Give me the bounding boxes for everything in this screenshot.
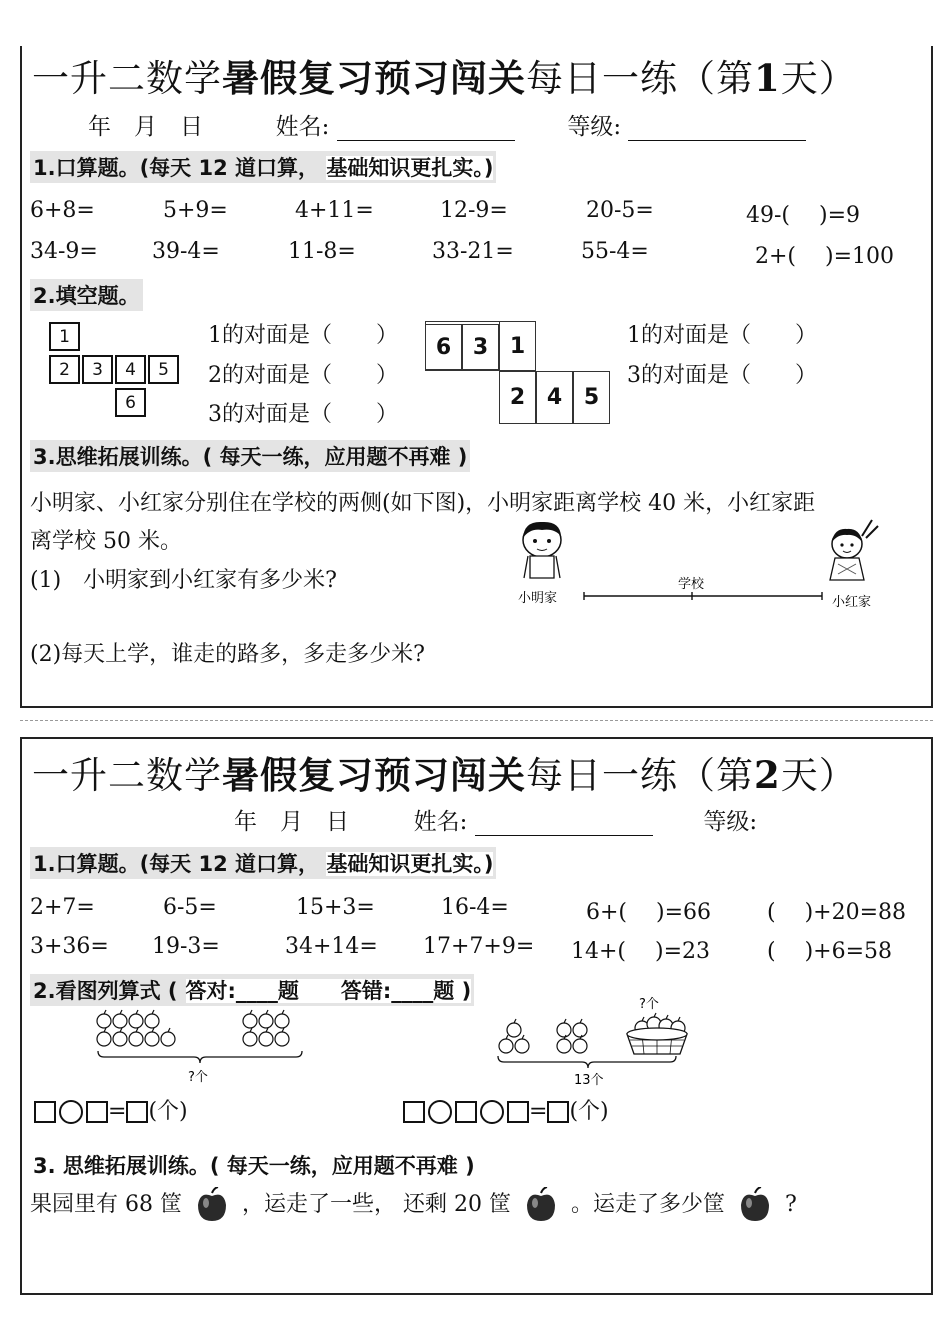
girl-illustration (830, 520, 878, 580)
apple-drawing (145, 1014, 159, 1028)
title-prefix: 一升二数学 (32, 57, 222, 100)
calc-item: 33-21= (432, 239, 514, 264)
cube-face: 5 (148, 355, 179, 384)
calc-item: 12-9= (440, 198, 508, 223)
apple-stem (522, 1035, 524, 1039)
fill-q-a3: 3的对面是（ ） (208, 402, 398, 427)
fill-q-b1: 1的对面是（ ） (627, 323, 817, 348)
date-label: 年 月 日 (234, 809, 349, 835)
unit-label: (个) (569, 1099, 609, 1124)
calc-item: 34+14= (285, 934, 378, 959)
apple-stem (666, 1015, 668, 1019)
day1-meta-row (88, 108, 806, 141)
apple-stem (136, 1028, 138, 1032)
apple-stem (580, 1019, 582, 1023)
calc-item: 4+11= (295, 198, 374, 223)
calc-item: 55-4= (581, 239, 649, 264)
grade-field[interactable] (628, 118, 806, 141)
day2-section1-title: 1.口算题。(每天 12 道口算， 基础知识更扎实。) (30, 847, 496, 879)
cube-face: 3 (82, 355, 113, 384)
boy-illustration (523, 522, 561, 578)
cube-face: 4 (115, 355, 146, 384)
calc-item: 15+3= (296, 895, 375, 920)
apple-stem (564, 1019, 566, 1023)
title-suffix: 每日一练（第 (526, 754, 754, 797)
day1-card (20, 46, 933, 708)
equation-b: = (个) (403, 1094, 609, 1125)
calc-item: 17+7+9= (423, 934, 535, 959)
apple-stem (250, 1028, 252, 1032)
apple-drawing (499, 1039, 513, 1053)
title-prefix: 一升二数学 (32, 754, 222, 797)
question-2: (2)每天上学，谁走的路多，多走多少米? (30, 642, 425, 667)
net-face: 1 (499, 321, 536, 371)
apple-stem (104, 1010, 106, 1014)
day1-section2-title: 2.填空题。 (30, 279, 143, 311)
apple-stem (678, 1017, 680, 1021)
apple-stem (506, 1035, 508, 1039)
day1-section3-title: 3.思维拓展训练。( 每天一练，应用题不再难 ) (30, 440, 470, 472)
apple-stem (642, 1017, 644, 1021)
apple-drawing (557, 1023, 571, 1037)
cube-face: 2 (49, 355, 80, 384)
calc-item: 11-8= (288, 239, 356, 264)
apple-stem (152, 1028, 154, 1032)
net-face: 4 (536, 371, 573, 424)
day-number: 1 (754, 56, 781, 100)
day2-section3-title: 3. 思维拓展训练。( 每天一练，应用题不再难 ) (30, 1149, 478, 1181)
apple-icon (524, 1187, 558, 1223)
map-label-xiaoming: 小明家 (518, 591, 558, 606)
answer-box[interactable] (455, 1101, 477, 1123)
title-end: 天） (780, 57, 857, 100)
apple-drawing (573, 1039, 587, 1053)
question-1: (1) 小明家到小红家有多少米? (30, 568, 337, 593)
apple-stem (514, 1019, 516, 1023)
net-face: 6 (425, 324, 462, 370)
grade-label: 等级: (703, 809, 758, 835)
apple-stem (136, 1010, 138, 1014)
title-suffix: 每日一练（第 (526, 57, 754, 100)
apple-drawing (259, 1032, 273, 1046)
unit-label: (个) (148, 1099, 188, 1124)
calc-item: 16-4= (441, 895, 509, 920)
apple-drawing (129, 1014, 143, 1028)
apple-stem (104, 1028, 106, 1032)
operator-circle[interactable] (480, 1100, 504, 1124)
title-bold: 暑假复习预习闯关 (222, 753, 526, 797)
basket-illustration (627, 1028, 687, 1054)
apple-drawing (113, 1014, 127, 1028)
calc-item: 19-3= (152, 934, 220, 959)
apple-drawing (243, 1014, 257, 1028)
apple-drawing (515, 1039, 529, 1053)
answer-box[interactable] (403, 1101, 425, 1123)
fill-q-b2: 3的对面是（ ） (627, 363, 817, 388)
cube-face: 1 (49, 322, 80, 351)
apple-drawing (557, 1039, 571, 1053)
apple-drawing (97, 1014, 111, 1028)
calc-item: 20-5= (586, 198, 654, 223)
fill-q-a1: 1的对面是（ ） (208, 323, 398, 348)
map-label-school: 学校 (678, 577, 705, 592)
date-label: 年 月 日 (88, 114, 203, 140)
cube-face: 6 (115, 388, 146, 417)
apple-drawing (145, 1032, 159, 1046)
answer-box[interactable] (126, 1101, 148, 1123)
apple-drawing (275, 1032, 289, 1046)
apple-stem (266, 1028, 268, 1032)
net-face: 3 (462, 324, 499, 370)
apple-stem (282, 1028, 284, 1032)
apple-stem (654, 1013, 656, 1017)
apple-drawing (259, 1014, 273, 1028)
apple-drawing (243, 1032, 257, 1046)
grade-label: 等级: (567, 114, 622, 140)
apple-drawing (113, 1032, 127, 1046)
apple-stem (168, 1028, 170, 1032)
fig-b-label: 13个 (574, 1073, 604, 1088)
answer-box[interactable] (34, 1101, 56, 1123)
apple-icon (738, 1187, 772, 1223)
calc-item: 2+7= (30, 895, 95, 920)
fig-a-label: ?个 (188, 1070, 208, 1085)
apple-icon (195, 1187, 229, 1223)
fig-b-top-label: ?个 (639, 997, 659, 1012)
answer-box[interactable] (507, 1101, 529, 1123)
distance-map (502, 516, 902, 608)
answer-box[interactable] (547, 1101, 569, 1123)
calc-item: 6-5= (163, 895, 217, 920)
title-end: 天） (780, 754, 857, 797)
calc-item: 14+( )=23 (571, 939, 711, 964)
net-face: 5 (573, 371, 610, 424)
calc-item: 39-4= (152, 239, 220, 264)
apple-stem (120, 1028, 122, 1032)
day2-card (20, 737, 933, 1295)
day1-title (32, 48, 857, 102)
figure-apples-a (92, 1007, 312, 1087)
page-divider (20, 720, 933, 721)
calc-item: 3+36= (30, 934, 109, 959)
day-number: 2 (754, 753, 781, 797)
apple-drawing (573, 1023, 587, 1037)
name-label: 姓名: (275, 114, 330, 140)
story-line-1: 小明家、小红家分别住在学校的两侧(如下图)，小明家距离学校 40 米，小红家距 (30, 491, 816, 516)
day2-meta-row (234, 803, 757, 836)
calc-item: 5+9= (163, 198, 228, 223)
apple-drawing (275, 1014, 289, 1028)
apple-stem (282, 1010, 284, 1014)
calc-item: 6+( )=66 (586, 900, 712, 925)
calc-item: 6+8= (30, 198, 95, 223)
story-line-2: 离学校 50 米。 (30, 529, 182, 554)
name-label: 姓名: (413, 809, 468, 835)
title-bold: 暑假复习预习闯关 (222, 56, 526, 100)
calc-item: 34-9= (30, 239, 98, 264)
fill-q-a2: 2的对面是（ ） (208, 363, 398, 388)
operator-circle[interactable] (59, 1100, 83, 1124)
day1-section1-title: 1.口算题。(每天 12 道口算， 基础知识更扎实。) (30, 151, 496, 183)
apple-stem (250, 1010, 252, 1014)
equation-a: = (个) (34, 1094, 188, 1125)
day2-section2-title: 2.看图列算式 ( 答对:____题 答错:____题 ) (30, 974, 474, 1006)
apple-stem (152, 1010, 154, 1014)
apple-drawing (507, 1023, 521, 1037)
apple-drawing (97, 1032, 111, 1046)
figure-apples-b (472, 994, 702, 1094)
name-field[interactable] (475, 813, 653, 836)
name-field[interactable] (337, 118, 515, 141)
map-label-xiaohong: 小红家 (832, 595, 872, 608)
day2-title (32, 745, 857, 799)
apple-stem (266, 1010, 268, 1014)
apple-stem (120, 1010, 122, 1014)
calc-item: 49-( )=9 (746, 203, 861, 228)
operator-circle[interactable] (428, 1100, 452, 1124)
answer-box[interactable] (86, 1101, 108, 1123)
calc-item: 2+( )=100 (755, 244, 895, 269)
story-problem: 果园里有 68 筐 ，运走了一些， 还剩 20 筐 。运走了多少筐 ? (30, 1187, 797, 1223)
calc-item: ( )+20=88 (767, 900, 907, 925)
apple-drawing (129, 1032, 143, 1046)
calc-item: ( )+6=58 (767, 939, 893, 964)
apple-drawing (161, 1032, 175, 1046)
net-face: 2 (499, 371, 536, 424)
